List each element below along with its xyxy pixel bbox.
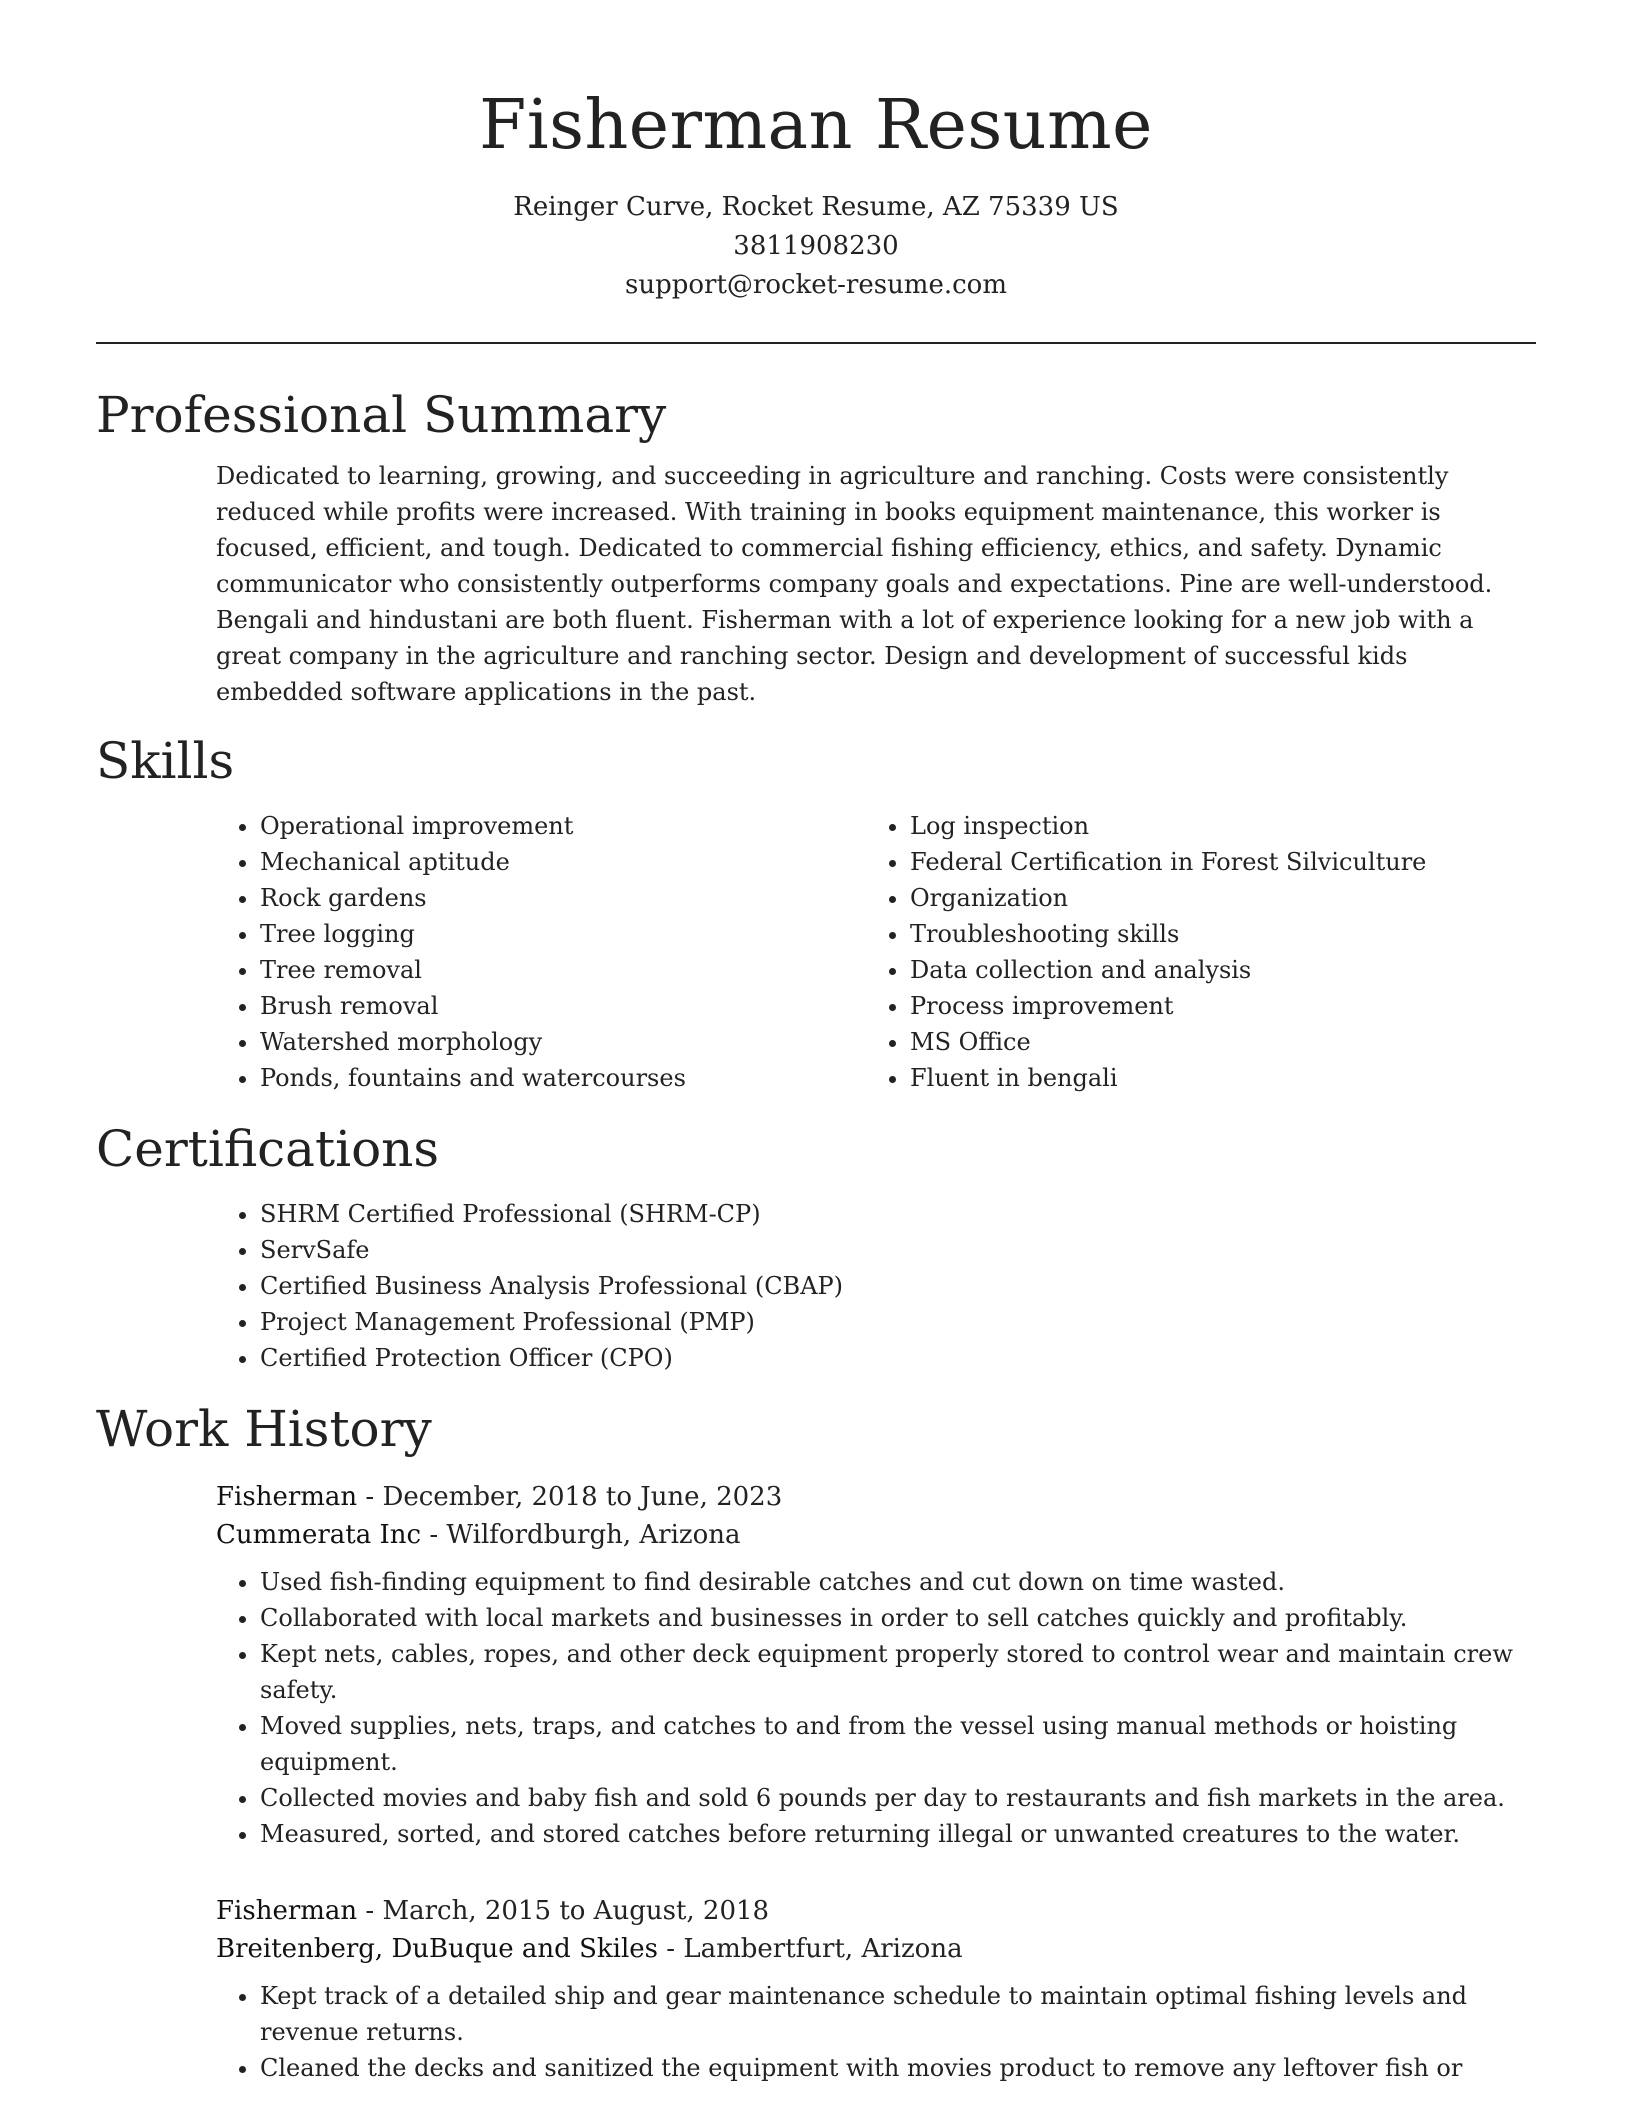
certification-item: • SHRM Certified Professional (SHRM-CP)	[260, 1196, 1536, 1232]
contact-email: support@rocket-resume.com	[624, 270, 1007, 300]
skill-item: • Ponds, fountains and watercourses	[260, 1060, 866, 1096]
job-company-line	[216, 1930, 1536, 1968]
skill-item: • Brush removal	[260, 988, 866, 1024]
job-separator: -	[658, 1934, 684, 1964]
job-title: Fisherman	[216, 1896, 358, 1926]
job-bullets	[216, 1978, 1536, 2086]
contact-phone: 3811908230	[733, 231, 899, 261]
resume-header	[0, 0, 1632, 305]
skill-item: • Federal Certification in Forest Silviculture	[910, 844, 1516, 880]
skill-item: • Tree removal	[260, 952, 866, 988]
skill-item: • Process improvement	[910, 988, 1516, 1024]
skills-columns	[216, 800, 1536, 1096]
skill-item: • Organization	[910, 880, 1516, 916]
contact-block	[0, 188, 1632, 305]
skills-right-column	[866, 808, 1516, 1096]
skill-item: • Data collection and analysis	[910, 952, 1516, 988]
certifications-list	[216, 1188, 1536, 1376]
header-divider	[96, 342, 1536, 344]
skill-item: • Operational improvement	[260, 808, 866, 844]
skill-item: • Troubleshooting skills	[910, 916, 1516, 952]
job-bullet: • Kept nets, cables, ropes, and other deck equipment properly stored to control wear and maintain crew safety.	[260, 1636, 1536, 1708]
skill-item: • Tree logging	[260, 916, 866, 952]
job-title: Fisherman	[216, 1482, 358, 1512]
job-dates: March, 2015 to August, 2018	[382, 1896, 770, 1926]
job-bullet: • Cleaned the decks and sanitized the equipment with movies product to remove any leftover fish or	[260, 2050, 1536, 2086]
job-bullet: • Used fish-finding equipment to find desirable catches and cut down on time wasted.	[260, 1564, 1536, 1600]
summary-text: Dedicated to learning, growing, and succeeding in agriculture and ranching. Costs were consistently reduced while profits were increased. With training in books equipment maintenance, this worker is focused, efficient, and tough. Dedicated to commercial fishing efficiency, ethics, and safety. Dynamic communicator who consistently outperforms company goals and expectations. Pine are well-understood. Bengali and hindustani are both fluent. Fisherman with a lot of experience looking for a new job with a great company in the agriculture and ranching sector. Design and development of successful kids embedded software applications in the past.	[216, 462, 1493, 706]
certification-item: • Certified Business Analysis Professional (CBAP)	[260, 1268, 1536, 1304]
job-title-line	[216, 1882, 1536, 1930]
skills-left-column	[216, 808, 866, 1096]
skill-item: • Watershed morphology	[260, 1024, 866, 1060]
job-location: Lambertfurt, Arizona	[683, 1934, 963, 1964]
job-entry	[216, 1882, 1536, 2086]
job-company: Breitenberg, DuBuque and Skiles	[216, 1934, 659, 1964]
certification-item: • ServSafe	[260, 1232, 1536, 1268]
work-history-heading: Work History	[96, 1400, 432, 1458]
skill-item: • Mechanical aptitude	[260, 844, 866, 880]
job-dates: December, 2018 to June, 2023	[382, 1482, 783, 1512]
summary-heading: Professional Summary	[96, 386, 667, 444]
job-bullet: • Collaborated with local markets and businesses in order to sell catches quickly and profitably.	[260, 1600, 1536, 1636]
job-bullet: • Moved supplies, nets, traps, and catches to and from the vessel using manual methods or hoisting equipment.	[260, 1708, 1536, 1780]
job-title-line	[216, 1468, 1536, 1516]
certification-item: • Certified Protection Officer (CPO)	[260, 1340, 1536, 1376]
job-location: Wilfordburgh, Arizona	[446, 1520, 741, 1550]
job-company: Cummerata Inc	[216, 1520, 422, 1550]
contact-address: Reinger Curve, Rocket Resume, AZ 75339 US	[513, 192, 1119, 222]
certifications-heading: Certifications	[96, 1120, 440, 1178]
skill-item: • Rock gardens	[260, 880, 866, 916]
skill-item: • Log inspection	[910, 808, 1516, 844]
resume-title: Fisherman Resume	[479, 86, 1153, 165]
certification-item: • Project Management Professional (PMP)	[260, 1304, 1536, 1340]
skill-item: • Fluent in bengali	[910, 1060, 1516, 1096]
job-company-line	[216, 1516, 1536, 1554]
job-bullets	[216, 1564, 1536, 1852]
job-bullet: • Collected movies and baby fish and sold 6 pounds per day to restaurants and fish markets in the area.	[260, 1780, 1536, 1816]
job-separator: -	[421, 1520, 447, 1550]
skill-item: • MS Office	[910, 1024, 1516, 1060]
job-separator: -	[357, 1896, 383, 1926]
job-entry	[216, 1468, 1536, 1852]
job-bullet: • Measured, sorted, and stored catches before returning illegal or unwanted creatures to the water.	[260, 1816, 1536, 1852]
skills-heading: Skills	[96, 732, 235, 790]
job-bullet: • Kept track of a detailed ship and gear maintenance schedule to maintain optimal fishing levels and revenue returns.	[260, 1978, 1536, 2050]
job-separator: -	[357, 1482, 383, 1512]
resume-body	[96, 376, 1536, 2086]
